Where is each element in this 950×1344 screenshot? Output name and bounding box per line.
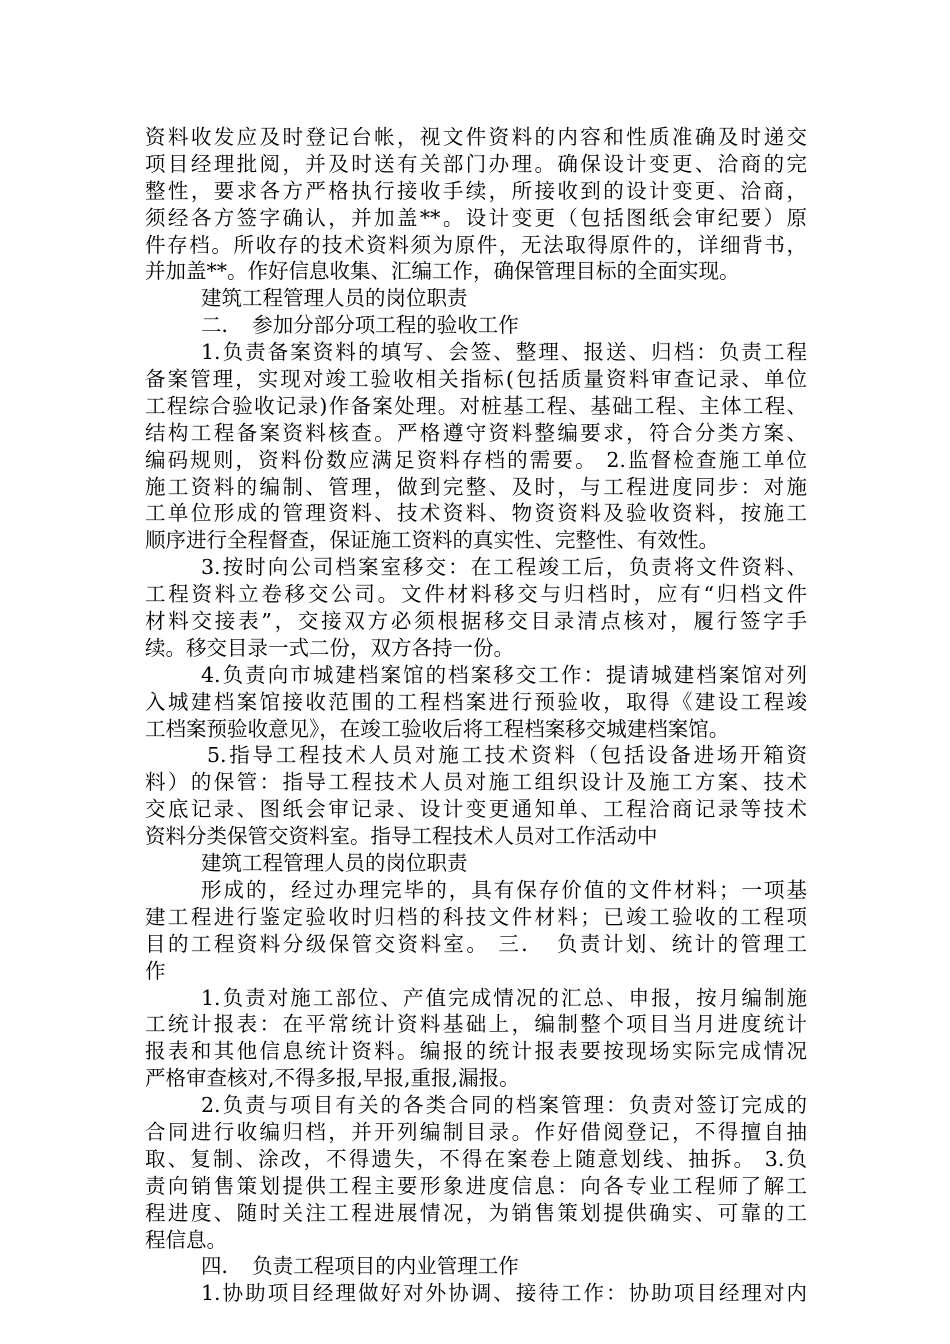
text-line: 工单位形成的管理资料、技术资料、物资资料及验收资料，按施工 — [145, 501, 807, 526]
text-line: 工统计报表：在平常统计资料基础上，编制整个项目当月进度统计 — [145, 1012, 807, 1037]
section-heading: 二． 参加分部分项工程的验收工作 — [201, 313, 519, 338]
text-line: 并加盖**。作好信息收集、汇编工作，确保管理目标的全面实现。 — [145, 259, 740, 284]
text-line: 编码规则，资料份数应满足资料存档的需要。 2.监督检查施工单位 — [145, 447, 807, 472]
text-line: 顺序进行全程督查，保证施工资料的真实性、完整性、有效性。 — [145, 528, 719, 553]
text-line: 材料交接表”，交接双方必须根据移交目录清点核对，履行签字手 — [145, 609, 807, 634]
text-line: 工程综合验收记录)作备案处理。对桩基工程、基础工程、主体工程、 — [145, 393, 807, 418]
text-line: 作 — [145, 958, 166, 983]
text-line: 1.负责备案资料的填写、会签、整理、报送、归档：负责工程 — [201, 340, 807, 365]
text-line: 资料收发应及时登记台帐，视文件资料的内容和性质准确及时递交 — [145, 125, 807, 149]
text-line: 取、复制、涂改，不得遗失，不得在案卷上随意划线、抽拆。 3.负 — [145, 1146, 807, 1171]
text-line: 备案管理，实现对竣工验收相关指标(包括质量资料审查记录、单位 — [145, 367, 807, 392]
text-line: 工程资料立卷移交公司。文件材料移交与归档时，应有“归档文件 — [145, 582, 807, 607]
text-line: 项目经理批阅，并及时送有关部门办理。确保设计变更、洽商的完 — [145, 151, 807, 176]
text-line: 4.负责向市城建档案馆的档案移交工作：提请城建档案馆对列 — [201, 662, 807, 687]
text-line: 1.负责对施工部位、产值完成情况的汇总、申报，按月编制施 — [201, 985, 807, 1010]
text-line: 责向销售策划提供工程主要形象进度信息：向各专业工程师了解工 — [145, 1173, 807, 1198]
text-line: 交底记录、图纸会审记录、设计变更通知单、工程洽商记录等技术 — [145, 797, 807, 822]
text-line: 2.负责与项目有关的各类合同的档案管理：负责对签订完成的 — [201, 1093, 807, 1118]
text-line: 5.指导工程技术人员对施工技术资料（包括设备进场开箱资 — [207, 743, 807, 768]
section-heading: 建筑工程管理人员的岗位职责 — [201, 286, 468, 311]
text-line: 料）的保管：指导工程技术人员对施工组织设计及施工方案、技术 — [145, 770, 807, 795]
text-line: 件存档。所收存的技术资料须为原件，无法取得原件的，详细背书， — [145, 232, 807, 257]
text-line: 须经各方签字确认，并加盖**。设计变更（包括图纸会审纪要）原 — [145, 205, 807, 230]
text-line: 报表和其他信息统计资料。编报的统计报表要按现场实际完成情况 — [145, 1039, 807, 1064]
text-line: 建工程进行鉴定验收时归档的科技文件材料；已竣工验收的工程项 — [145, 904, 807, 929]
text-line: 入城建档案馆接收范围的工程档案进行预验收，取得《建设工程竣 — [145, 689, 807, 714]
section-heading: 四． 负责工程项目的内业管理工作 — [201, 1254, 519, 1279]
text-line: 形成的，经过办理完毕的，具有保存价值的文件材料；一项基 — [201, 877, 807, 902]
text-line: 程信息。 — [145, 1227, 227, 1252]
text-line: 整性，要求各方严格执行接收手续，所接收到的设计变更、洽商， — [145, 178, 807, 203]
text-line: 严格审查核对,不得多报,早报,重报,漏报。 — [145, 1066, 520, 1091]
text-line: 续。移交目录一式二份，双方各持一份。 — [145, 635, 514, 660]
text-line: 合同进行收编归档，并开列编制目录。作好借阅登记，不得擅自抽 — [145, 1119, 807, 1144]
document-page — [145, 124, 807, 1307]
text-line: 程进度、随时关注工程进展情况，为销售策划提供确实、可靠的工 — [145, 1200, 807, 1225]
text-line: 资料分类保管交资料室。指导工程技术人员对工作活动中 — [145, 824, 658, 849]
text-line: 施工资料的编制、管理，做到完整、及时，与工程进度同步：对施 — [145, 474, 807, 499]
text-line: 结构工程备案资料核查。严格遵守资料整编要求，符合分类方案、 — [145, 420, 807, 445]
section-heading: 建筑工程管理人员的岗位职责 — [201, 851, 468, 876]
text-line: 目的工程资料分级保管交资料室。 三． 负责计划、统计的管理工 — [145, 931, 807, 956]
text-line: 1.协助项目经理做好对外协调、接待工作：协助项目经理对内 — [201, 1281, 807, 1306]
text-line: 3.按时向公司档案室移交：在工程竣工后，负责将文件资料、 — [201, 555, 807, 580]
text-line: 工档案预验收意见》，在竣工验收后将工程档案移交城建档案馆。 — [145, 716, 730, 741]
